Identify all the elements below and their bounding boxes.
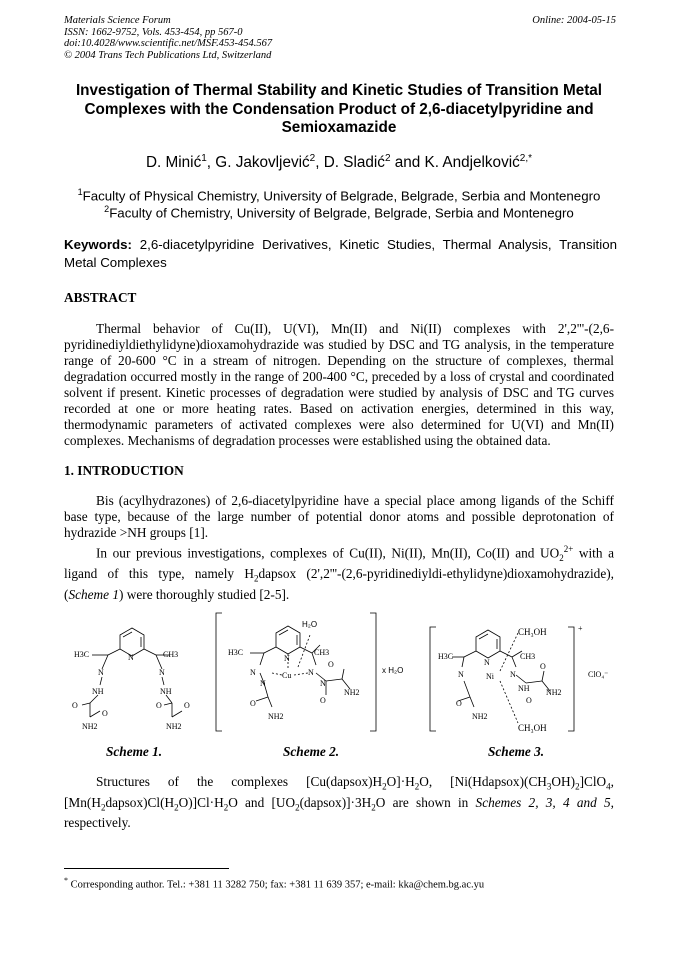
svg-text:O: O: [526, 696, 532, 705]
svg-text:H3C: H3C: [74, 650, 90, 659]
svg-text:NH2: NH2: [166, 722, 182, 731]
svg-text:NH2: NH2: [82, 722, 98, 731]
author-2: G. Jakovljević: [215, 154, 310, 172]
svg-text:CH3: CH3: [520, 652, 536, 661]
footnote-rule: [64, 868, 229, 869]
intro-paragraph-2: In our previous investigations, complexes of Cu(II), Ni(II), Mn(II), Co(II) and $UO_2^{2+}$ with a ligand of this type, namely $H_2dapsox$ (2',2'''-(2,6-pyridinediyldi-ethylidyne)dioxamohydrazide), (Scheme 1) were thoroughly studied [2-5].: [64, 544, 614, 602]
keywords: [64, 236, 617, 271]
svg-text:N: N: [250, 668, 256, 677]
svg-text:H3C: H3C: [438, 652, 454, 661]
journal-name: Materials Science Forum: [64, 15, 171, 26]
online-date: Online: 2004-05-15: [532, 15, 616, 26]
footnote: * Corresponding author. Tel.: +381 11 3282 750; fax: +381 11 639 357; e-mail: kka@chem.bg.ac.yu: [64, 876, 485, 891]
scheme-2-caption: Scheme 2.: [283, 744, 340, 759]
svg-text:O: O: [320, 696, 326, 705]
svg-text:N: N: [260, 679, 266, 688]
copyright: © 2004 Trans Tech Publications Ltd, Switzerland: [64, 49, 272, 61]
svg-text:O: O: [156, 701, 162, 710]
affiliation-2: $^2$Faculty of Chemistry, University of Belgrade, Belgrade, Serbia and Montenegro: [104, 204, 574, 221]
scheme-3-structure: [430, 627, 574, 731]
svg-text:O: O: [184, 701, 190, 710]
svg-text:ClO₄⁻: ClO₄⁻: [588, 670, 609, 679]
svg-text:O: O: [72, 701, 78, 710]
svg-text:CH3: CH3: [314, 648, 330, 657]
svg-text:O: O: [540, 662, 546, 671]
scheme-1-structure: [82, 628, 182, 717]
introduction-heading: 1. INTRODUCTION: [64, 463, 184, 478]
svg-text:NH: NH: [160, 687, 172, 696]
author-3: D. Sladić: [323, 154, 385, 172]
affiliation-1: $^1$Faculty of Physical Chemistry, University of Belgrade, Belgrade, Serbia and Montenegro: [77, 187, 601, 204]
keywords-label: Keywords:: [64, 237, 132, 252]
abstract-text: Thermal behavior of Cu(II), U(VI), Mn(II) and Ni(II) complexes with 2',2'''-(2,6-pyridinediyldiethylidyne)dioxamohydrazide was studied by DSC and TG analysis, in the temperature range of 20-600 °C in a stream of nitrogen. Depending on the structure of complexes, thermal degradation occurred mostly in the range of 200-400 °C, preceded by a loss of crystal and coordinated solvent if present. Kinetic processes of degradation were studied by analysis of DSC and TG curves recorded at one or more heating rates. Based on activation energies, determined in this way, thermodynamic parameters of activated complexes were also determined for U(VI) and Mn(II) complexes. Mechanisms of degradation processes were established using the obtained data.: [64, 321, 614, 448]
svg-text:N: N: [458, 670, 464, 679]
svg-text:H3C: H3C: [228, 648, 244, 657]
svg-text:NH2: NH2: [344, 688, 360, 697]
svg-text:x H₂O: x H₂O: [382, 666, 404, 675]
svg-text:Cu: Cu: [282, 671, 292, 680]
svg-text:O: O: [102, 709, 108, 718]
journal-header: [64, 15, 272, 61]
scheme-3-caption: Scheme 3.: [488, 744, 545, 759]
scheme-1-caption: Scheme 1.: [106, 744, 163, 759]
scheme-1-labels: [72, 650, 190, 731]
svg-text:+: +: [578, 624, 583, 633]
svg-text:CH3: CH3: [163, 650, 179, 659]
svg-text:N: N: [308, 668, 314, 677]
scheme-3-labels: [438, 624, 608, 733]
svg-text:N: N: [510, 670, 516, 679]
svg-text:NH: NH: [518, 684, 530, 693]
svg-text:Ni: Ni: [486, 672, 494, 681]
intro-paragraph-1: Bis (acylhydrazones) of 2,6-diacetylpyridine have a special place among ligands of the Schiff base type, because of the large number of potential donor atoms and possible deprotonation of hydrazide >NH groups [1].: [64, 493, 614, 540]
svg-text:N: N: [128, 653, 134, 662]
abstract-heading: ABSTRACT: [64, 290, 137, 305]
svg-text:H₂O: H₂O: [302, 620, 318, 629]
svg-text:NH: NH: [92, 687, 104, 696]
svg-text:CH₃OH: CH₃OH: [518, 627, 547, 637]
svg-text:N: N: [484, 658, 490, 667]
schemes-figure: [60, 605, 620, 740]
abstract-body: [64, 321, 614, 449]
svg-text:N: N: [284, 654, 290, 663]
doi: doi:10.4028/www.scientific.net/MSF.453-454.567: [64, 38, 273, 49]
svg-text:O: O: [250, 699, 256, 708]
svg-text:O: O: [456, 699, 462, 708]
svg-text:N: N: [159, 668, 165, 677]
scheme-reference: Scheme 1: [68, 586, 120, 602]
keywords-text: 2,6-diacetylpyridine Derivatives, Kinetic Studies, Thermal Analysis, Transition Metal Complexes: [64, 237, 617, 270]
svg-text:NH2: NH2: [268, 712, 284, 721]
author-1: D. Minić: [145, 154, 202, 172]
authors: D. Minić$^1$, G. Jakovljević$^2$, D. Sladić$^2$ and K. Andjelković$^{2,*}$: [145, 153, 532, 172]
svg-text:CH₃OH: CH₃OH: [518, 723, 547, 733]
svg-text:NH2: NH2: [472, 712, 488, 721]
issn: ISSN: 1662-9752, Vols. 453-454, pp 567-0: [64, 26, 243, 38]
scheme-2-structure: [216, 613, 376, 731]
author-4: K. Andjelković: [424, 154, 520, 172]
svg-text:N: N: [98, 668, 104, 677]
svg-text:O: O: [328, 660, 334, 669]
structures-paragraph: Structures of the complexes $[Cu(dapsox)H_2O]\cdot H_2O$, $[Ni(Hdapsox)(CH_3OH)_2]ClO_4$, $[Mn(H_2dapsox)Cl(H_2O)]Cl\cdot H_2O$ and $[UO_2(dapsox)]\cdot 3H_2O$ are shown in Schemes 2, 3, 4 and 5, respectively.: [64, 774, 614, 831]
introduction-body: [64, 493, 614, 603]
svg-text:NH2: NH2: [546, 688, 562, 697]
svg-text:N: N: [320, 679, 326, 688]
scheme-2-labels: [228, 620, 403, 721]
paper-title: Investigation of Thermal Stability and Kinetic Studies of Transition Metal Complexes with the Condensation Product of 2,6-diacetylpyridine and Semioxamazide: [75, 82, 603, 136]
